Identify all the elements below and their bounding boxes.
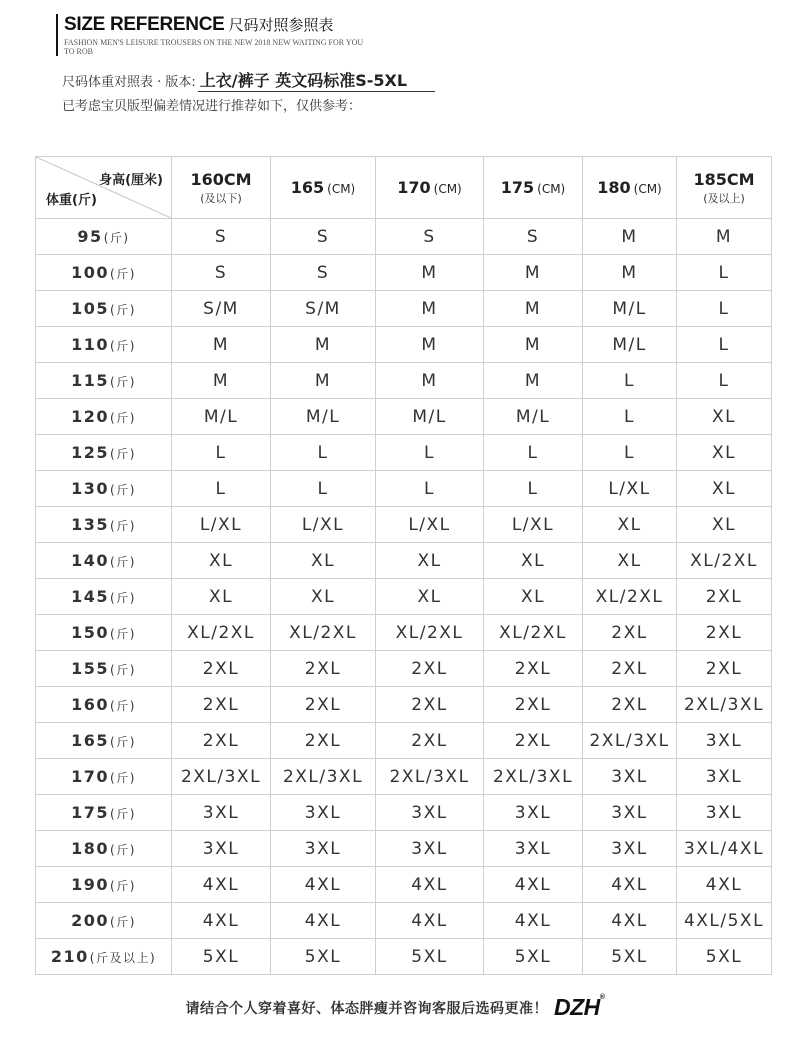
table-row <box>36 903 772 939</box>
size-cell: M <box>484 327 583 363</box>
size-cell: 2XL/3XL <box>484 759 583 795</box>
table-row <box>36 687 772 723</box>
size-cell: L <box>376 435 484 471</box>
weight-unit: (斤) <box>110 662 136 677</box>
size-cell: 2XL/3XL <box>172 759 271 795</box>
size-cell: 3XL <box>677 795 772 831</box>
size-cell: 3XL <box>172 795 271 831</box>
table-row <box>36 831 772 867</box>
table-row <box>36 363 772 399</box>
weight-cell <box>36 435 172 471</box>
size-cell: XL <box>677 399 772 435</box>
weight-cell <box>36 327 172 363</box>
size-cell: 5XL <box>484 939 583 975</box>
weight-cell <box>36 399 172 435</box>
weight-unit: (斤) <box>110 914 136 929</box>
size-cell: S/M <box>172 291 271 327</box>
weight-cell <box>36 471 172 507</box>
weight-value: 175 <box>71 802 110 822</box>
weight-unit: (斤) <box>110 734 136 749</box>
weight-unit: (斤) <box>110 770 136 785</box>
weight-value: 95 <box>77 226 103 246</box>
size-cell: XL <box>677 471 772 507</box>
column-header-2 <box>376 157 484 219</box>
size-cell: L <box>376 471 484 507</box>
weight-unit: (斤) <box>110 338 136 353</box>
weight-cell <box>36 687 172 723</box>
column-height: 185CM <box>693 169 755 189</box>
weight-cell <box>36 219 172 255</box>
brand-logo <box>554 994 604 1021</box>
registered-mark-icon: ® <box>599 994 605 1001</box>
size-cell: L <box>172 435 271 471</box>
column-height-qualifier: (及以下) <box>200 191 242 205</box>
table-row <box>36 867 772 903</box>
size-cell: 3XL/4XL <box>677 831 772 867</box>
size-cell: S <box>376 219 484 255</box>
size-cell: 3XL <box>172 831 271 867</box>
page-title-en: SIZE REFERENCE <box>64 14 225 35</box>
weight-unit: (斤) <box>110 806 136 821</box>
size-cell: XL <box>484 579 583 615</box>
size-cell: 3XL <box>583 795 677 831</box>
column-height: 180 <box>597 178 631 197</box>
table-row <box>36 507 772 543</box>
weight-cell <box>36 255 172 291</box>
size-cell: L/XL <box>172 507 271 543</box>
version-line <box>62 68 435 92</box>
size-cell: M <box>172 363 271 399</box>
page-title-cn: 尺码对照参照表 <box>228 16 334 34</box>
size-cell: XL/2XL <box>172 615 271 651</box>
size-cell: XL/2XL <box>583 579 677 615</box>
size-cell: L/XL <box>271 507 376 543</box>
weight-value: 160 <box>71 694 110 714</box>
column-height: 175 <box>500 178 535 197</box>
size-cell: XL <box>172 543 271 579</box>
size-cell: M <box>677 219 772 255</box>
weight-unit: (斤) <box>110 446 136 461</box>
size-cell: M <box>172 327 271 363</box>
weight-cell <box>36 867 172 903</box>
weight-cell <box>36 723 172 759</box>
weight-value: 110 <box>71 334 110 354</box>
size-cell: 2XL <box>271 651 376 687</box>
column-height-unit: (CM) <box>327 182 356 196</box>
size-cell: S <box>172 255 271 291</box>
size-cell: XL/2XL <box>484 615 583 651</box>
weight-cell <box>36 939 172 975</box>
weight-value: 180 <box>71 838 110 858</box>
size-cell: S <box>484 219 583 255</box>
size-cell: M/L <box>376 399 484 435</box>
weight-unit: (斤及以上) <box>89 950 157 965</box>
size-cell: XL <box>271 543 376 579</box>
weight-cell <box>36 543 172 579</box>
size-cell: 5XL <box>376 939 484 975</box>
weight-value: 210 <box>50 946 89 966</box>
size-cell: 4XL <box>376 867 484 903</box>
weight-cell <box>36 363 172 399</box>
table-row <box>36 759 772 795</box>
size-cell: 3XL <box>376 831 484 867</box>
table-row <box>36 471 772 507</box>
size-cell: 2XL <box>583 687 677 723</box>
size-cell: L <box>583 363 677 399</box>
table-row <box>36 255 772 291</box>
table-row <box>36 651 772 687</box>
weight-cell <box>36 759 172 795</box>
weight-value: 150 <box>71 622 110 642</box>
weight-cell <box>36 831 172 867</box>
weight-unit: (斤) <box>110 590 136 605</box>
size-cell: L/XL <box>484 507 583 543</box>
size-cell: 2XL <box>484 723 583 759</box>
size-cell: L <box>271 471 376 507</box>
weight-value: 200 <box>71 910 110 930</box>
size-cell: 4XL <box>172 903 271 939</box>
weight-value: 105 <box>71 298 110 318</box>
size-cell: 4XL <box>583 867 677 903</box>
weight-cell <box>36 651 172 687</box>
size-cell: 2XL/3XL <box>376 759 484 795</box>
table-row <box>36 291 772 327</box>
size-cell: XL/2XL <box>271 615 376 651</box>
size-cell: L <box>271 435 376 471</box>
weight-value: 130 <box>71 478 110 498</box>
column-height-unit: (CM) <box>433 182 462 196</box>
size-cell: M/L <box>583 327 677 363</box>
weight-unit: (斤) <box>110 878 136 893</box>
size-cell: L <box>484 435 583 471</box>
version-value: 上衣/裤子 英文码标准S-5XL <box>198 68 435 92</box>
size-cell: 3XL <box>677 723 772 759</box>
size-table <box>35 156 772 975</box>
size-cell: 4XL <box>583 903 677 939</box>
table-row <box>36 219 772 255</box>
size-cell: L/XL <box>376 507 484 543</box>
size-cell: L <box>484 471 583 507</box>
weight-value: 100 <box>71 262 110 282</box>
table-row <box>36 723 772 759</box>
size-cell: M/L <box>484 399 583 435</box>
size-cell: 4XL <box>271 867 376 903</box>
weight-unit: (斤) <box>110 374 136 389</box>
brand-name: DZH <box>554 994 600 1020</box>
size-cell: 2XL <box>484 687 583 723</box>
size-cell: S/M <box>271 291 376 327</box>
corner-weight-label: 体重(斤) <box>46 193 97 208</box>
weight-cell <box>36 903 172 939</box>
size-cell: 2XL <box>583 615 677 651</box>
size-cell: 3XL <box>677 759 772 795</box>
table-header-row <box>36 157 772 219</box>
version-label: 尺码体重对照表 · 版本: <box>62 75 196 90</box>
size-cell: L <box>583 399 677 435</box>
size-cell: XL/2XL <box>376 615 484 651</box>
size-cell: L <box>172 471 271 507</box>
column-header-3 <box>484 157 583 219</box>
size-cell: M/L <box>583 291 677 327</box>
size-cell: M <box>583 219 677 255</box>
column-height-unit: (CM) <box>537 182 566 196</box>
size-cell: 2XL <box>583 651 677 687</box>
size-cell: XL/2XL <box>677 543 772 579</box>
size-cell: M/L <box>271 399 376 435</box>
size-cell: XL <box>677 507 772 543</box>
column-height: 170 <box>397 178 431 197</box>
size-cell: 2XL <box>172 651 271 687</box>
table-body <box>36 219 772 975</box>
size-cell: M <box>484 291 583 327</box>
size-cell: XL <box>484 543 583 579</box>
column-header-5 <box>677 157 772 219</box>
table-row <box>36 615 772 651</box>
weight-unit: (斤) <box>110 698 136 713</box>
corner-height-label: 身高(厘米) <box>99 173 163 188</box>
weight-cell <box>36 795 172 831</box>
size-cell: L <box>583 435 677 471</box>
table-row <box>36 939 772 975</box>
recommendation-note: 已考虑宝贝版型偏差情况进行推荐如下，仅供参考： <box>62 99 362 114</box>
weight-value: 145 <box>71 586 110 606</box>
weight-unit: (斤) <box>103 230 130 245</box>
size-cell: 5XL <box>271 939 376 975</box>
size-cell: L/XL <box>583 471 677 507</box>
size-cell: 2XL/3XL <box>677 687 772 723</box>
size-cell: L <box>677 363 772 399</box>
weight-value: 170 <box>71 766 110 786</box>
size-cell: 4XL <box>677 867 772 903</box>
size-cell: XL <box>271 579 376 615</box>
size-cell: 2XL <box>172 687 271 723</box>
size-cell: 2XL <box>677 615 772 651</box>
weight-unit: (斤) <box>110 842 136 857</box>
size-cell: 2XL <box>376 723 484 759</box>
size-cell: 3XL <box>376 795 484 831</box>
weight-cell <box>36 615 172 651</box>
size-cell: 5XL <box>583 939 677 975</box>
size-cell: XL <box>172 579 271 615</box>
size-cell: 2XL/3XL <box>271 759 376 795</box>
size-cell: 4XL <box>484 867 583 903</box>
weight-value: 140 <box>71 550 110 570</box>
weight-value: 135 <box>71 514 110 534</box>
size-cell: XL <box>583 507 677 543</box>
page-subtitle: FASHION MEN'S LEISURE TROUSERS ON THE NEW 2018 NEW WAITING FOR YOU TO ROB <box>64 38 364 56</box>
table-row <box>36 795 772 831</box>
table-row <box>36 543 772 579</box>
size-cell: 4XL <box>376 903 484 939</box>
weight-cell <box>36 291 172 327</box>
weight-unit: (斤) <box>110 302 136 317</box>
column-height-unit: (CM) <box>633 182 662 196</box>
size-cell: L <box>677 327 772 363</box>
weight-cell <box>36 579 172 615</box>
size-cell: XL <box>583 543 677 579</box>
footer <box>0 994 790 1021</box>
size-cell: 3XL <box>583 831 677 867</box>
size-cell: XL <box>376 543 484 579</box>
size-cell: 2XL <box>484 651 583 687</box>
column-height: 165 <box>290 178 325 197</box>
size-cell: 4XL <box>271 903 376 939</box>
size-cell: 4XL <box>172 867 271 903</box>
corner-header-cell <box>36 157 172 219</box>
weight-value: 125 <box>71 442 110 462</box>
weight-unit: (斤) <box>110 482 136 497</box>
size-cell: XL <box>677 435 772 471</box>
size-cell: S <box>271 255 376 291</box>
weight-value: 155 <box>71 658 110 678</box>
size-cell: 2XL <box>172 723 271 759</box>
weight-unit: (斤) <box>110 410 136 425</box>
footer-text: 请结合个人穿着喜好、体态胖瘦并咨询客服后选码更准！ <box>185 1000 549 1017</box>
size-cell: 5XL <box>677 939 772 975</box>
size-cell: 2XL <box>271 687 376 723</box>
size-cell: M <box>484 255 583 291</box>
size-cell: 3XL <box>271 831 376 867</box>
size-cell: 3XL <box>484 831 583 867</box>
size-cell: 3XL <box>271 795 376 831</box>
size-cell: S <box>172 219 271 255</box>
size-cell: L <box>677 291 772 327</box>
size-cell: 2XL <box>677 579 772 615</box>
size-cell: 3XL <box>583 759 677 795</box>
table-row <box>36 435 772 471</box>
weight-unit: (斤) <box>110 554 136 569</box>
size-cell: M <box>376 291 484 327</box>
table-row <box>36 327 772 363</box>
size-cell: 5XL <box>172 939 271 975</box>
page-header <box>56 14 374 56</box>
column-header-0 <box>172 157 271 219</box>
weight-value: 115 <box>71 370 110 390</box>
weight-unit: (斤) <box>110 266 136 281</box>
column-header-4 <box>583 157 677 219</box>
size-cell: M/L <box>172 399 271 435</box>
size-cell: M <box>271 363 376 399</box>
size-cell: 2XL <box>271 723 376 759</box>
column-height: 160CM <box>190 169 252 189</box>
size-cell: M <box>583 255 677 291</box>
size-cell: 4XL <box>484 903 583 939</box>
weight-unit: (斤) <box>110 626 136 641</box>
size-cell: M <box>376 327 484 363</box>
size-cell: M <box>376 363 484 399</box>
size-cell: M <box>271 327 376 363</box>
size-cell: XL <box>376 579 484 615</box>
size-cell: S <box>271 219 376 255</box>
table-row <box>36 399 772 435</box>
title-row <box>64 14 374 36</box>
table-row <box>36 579 772 615</box>
size-cell: 4XL/5XL <box>677 903 772 939</box>
size-cell: 3XL <box>484 795 583 831</box>
weight-value: 190 <box>71 874 110 894</box>
weight-value: 165 <box>71 730 110 750</box>
column-height-qualifier: (及以上) <box>703 191 745 205</box>
size-cell: M <box>484 363 583 399</box>
size-cell: 2XL <box>376 651 484 687</box>
size-cell: M <box>376 255 484 291</box>
size-cell: 2XL/3XL <box>583 723 677 759</box>
size-cell: 2XL <box>677 651 772 687</box>
weight-unit: (斤) <box>110 518 136 533</box>
size-cell: L <box>677 255 772 291</box>
weight-value: 120 <box>71 406 110 426</box>
weight-cell <box>36 507 172 543</box>
size-cell: 2XL <box>376 687 484 723</box>
column-header-1 <box>271 157 376 219</box>
